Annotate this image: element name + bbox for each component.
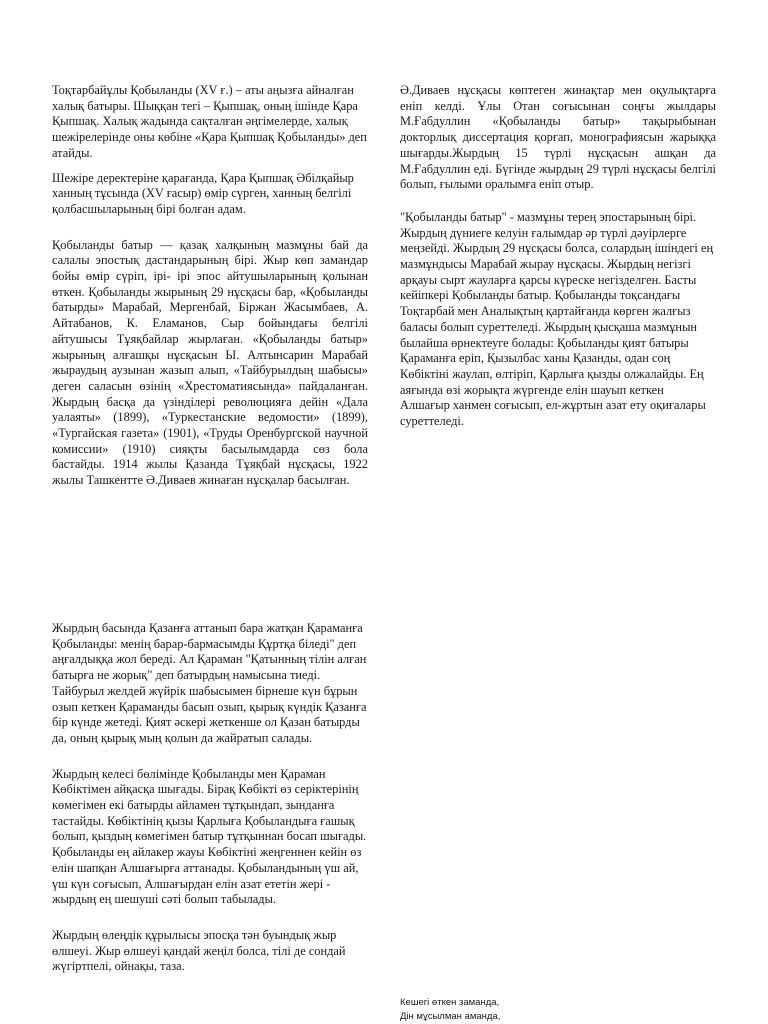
paragraph-kazan-campaign: Жырдың басында Қазанға аттанып бара жатқан Қараманға Қобыланды: менің барар-бармасымды Құртқа біледі" деп аңғалдыққа жол береді. Ал Қараман "Қатынның тілін алған батырға не жорық" деп батырдың намысына тиеді. Тайбурыл желдей жүйрік шабысымен бірнеше күн бұрын озып кеткен Қараманды басып озып, қырық күндік Қазанға бір күнде жетеді. Қият әскері жеткенше ол Қазан батырды да, оның қырық мың қолын да жайратып салады.	[52, 621, 367, 745]
right-column-top	[400, 83, 716, 430]
left-column-bottom	[52, 621, 368, 975]
paragraph-content-summary: "Қобыланды батыр" - мазмұны терең эпостарының бірі. Жырдың дүниеге келуін ғалымдар әр түрлі дәуірлерге меңзейді. Жырдың 29 нұсқасы болса, солардың ішіндегі ең мазмұндысы Марабай жырау нұсқасы. Жырдың негізгі арқауы сырт жауларға қарсы күреске негізделген. Басты кейіпкері Қобыланды батыр. Қобыланды тоқсандағы Тоқтарбай мен Аналықтың қартайғанда көрген жалғыз баласы болып суреттеледі. Жырдың қысқаша мазмұнын былайша өрнектеуге болады: Қобыланды қият батыры Қараманға еріп, Қызылбас ханы Қазанды, одан соң Көбіктіні жаулап, өлтіріп, Қарлыға қызды олжалайды. Ең аяғында өзі жорықта жүргенде елін шауып кеткен Алшағыр ханмен соғысып, ел-жұртын азат ету оқиғалары суреттеледі.	[400, 209, 714, 429]
poem-line: Дін мұсылман аманда,	[400, 1011, 501, 1022]
poem-excerpt	[400, 996, 600, 1024]
poem-line: Кешегі өткен заманда,	[400, 997, 500, 1008]
paragraph-divaev: Ә.Диваев нұсқасы көптеген жинақтар мен оқулықтарға еніп келді. Ұлы Отан соғысынан соңғы жылдары М.Ғабдуллин «Қобыланды батыр» тақырыбынан докторлық диссертация қорғап, монографиясын жарыққа шығарды.Жырдың 15 түрлі нұсқасын ашқан да М.Ғабдуллин еді. Бүгінде жырдың 29 түрлі нұсқасы белгілі болып, ғылыми оралымға еніп отыр.	[400, 83, 716, 192]
paragraph-verse-structure: Жырдың өлеңдік құрылысы эпосқа тән буындық жыр өлшеуі. Жыр өлшеуі қандай жеңіл болса, тілі де сондай жүгіртпелі, ойнақы, таза.	[52, 927, 346, 974]
paragraph-origin: Тоқтарбайұлы Қобыланды (XV ғ.) – аты аңызға айналған халық батыры. Шыққан тегі – Қыпшақ, оның ішінде Қара Қыпшақ. Халық жадында сақталған әңгімелерде, халық шежірелерінде оны көбіне «Қара Қыпшақ Қобыланды» деп атайды.	[52, 83, 367, 160]
left-column-top	[52, 83, 368, 489]
paragraph-epic-versions: Қобыланды батыр — қазақ халқының мазмұны бай да салалы эпостық дастандарының бірі. Жыр көп замандар бойы өмір сүріп, ірі- ірі эпос айтушыларының қолынан өткен. Қобыланды жырының 29 нұсқасы бар, «Қобыланды батырды» Марабай, Мергенбай, Біржан Жасымбаев, А. Айтабанов, К. Еламанов, Сыр бойындағы белгілі айтушысы Тұяқбайлар жырлаған. «Қобыланды батыр» жырының алғашқы нұсқасын Ы. Алтынсарин Марабай жыраудың аузынан жазып алып, «Тайбурылдың шабысы» деген саласын өзінің «Хрестоматиясында» пайдаланған. Жырдың басқа да үзінділері революцияға дейін «Дала уалаяты» (1899), «Туркестанские ведомости» (1899), «Тургайская газета» (1901), «Труды Оренбургской научной комиссии» (1910) сияқты басылымдарда сөз бола бастайды. 1914 жылы Қазанда Тұяқбай нұсқасы, 1922 жылы Ташкентте Ә.Диваев жинаған нұсқалар басылған.	[52, 237, 368, 488]
paragraph-genealogy: Шежіре деректеріне қарағанда, Қара Қыпшақ Әбілқайыр ханның тұсында (XV ғасыр) өмір сүрген, ханның белгілі қолбасшыларының бірі болған адам.	[52, 170, 354, 216]
paragraph-kobikti: Жырдың келесі бөлімінде Қобыланды мен Қараман Көбіктімен айқасқа шығады. Бірақ Көбікті өз серіктерінің көмегімен екі батырды айламен тұтқындап, зынданға тастайды. Көбіктінің қызы Қарлыға Қобыландыға ғашық болып, қыздың көмегімен батыр тұтқыннан босап шығады. Қобыланды ең айлакер жауы Көбіктіні жеңгеннен кейін өз елін шапқан Алшағырға аттанады. Қобыландының үш ай, үш күн соғысып, Алшағырдан елін азат ететін жері - жырдың ең шешуші сәті болып табылады.	[52, 766, 367, 907]
